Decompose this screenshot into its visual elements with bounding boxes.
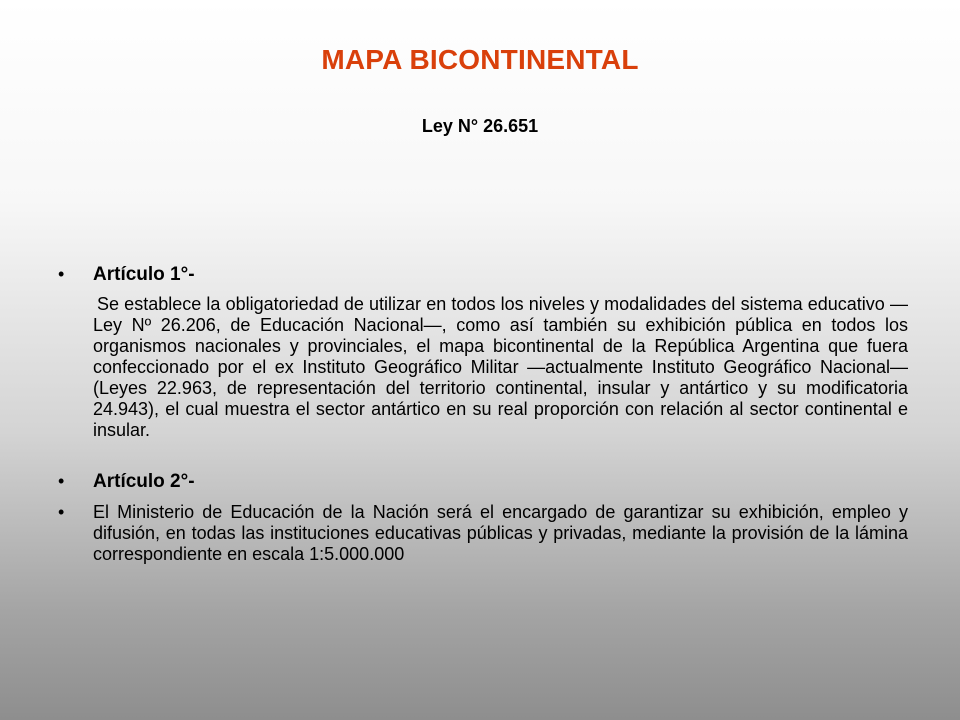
article-2-text-row	[58, 502, 908, 565]
article-1-text	[58, 294, 908, 441]
slide-title: MAPA BICONTINENTAL	[321, 44, 639, 75]
article-2-body: El Ministerio de Educación de la Nación será el encargado de garantizar su exhibición, empleo y difusión, en todas las instituciones educativas públicas y privadas, mediante la provisión de la lámina correspondiente en escala 1:5.000.000	[93, 502, 908, 564]
article-1-body: Se establece la obligatoriedad de utilizar en todos los niveles y modalidades del sistema educativo —Ley Nº 26.206, de Educación Nacional—, como así también su exhibición pública en todos los organismos nacionales y provinciales, el mapa bicontinental de la República Argentina que fuera confeccionado por el ex Instituto Geográfico Militar —actualmente Instituto Geográfico Nacional— (Leyes 22.963, de representación del territorio continental, insular y antártico y su modificatoria 24.943), el cual muestra el sector antártico en su real proporción con relación al sector continental e insular.	[93, 294, 908, 440]
law-number: Ley N° 26.651	[421, 116, 539, 136]
slide-content	[58, 264, 908, 565]
bullet-icon: •	[58, 264, 65, 284]
article-2-heading-row	[58, 471, 908, 492]
bullet-icon: •	[58, 471, 65, 491]
article-1-heading: Artículo 1°-	[93, 264, 195, 285]
bullet-icon: •	[58, 502, 65, 522]
article-2-heading: Artículo 2°-	[93, 471, 195, 492]
article-1-heading-row	[58, 264, 908, 285]
